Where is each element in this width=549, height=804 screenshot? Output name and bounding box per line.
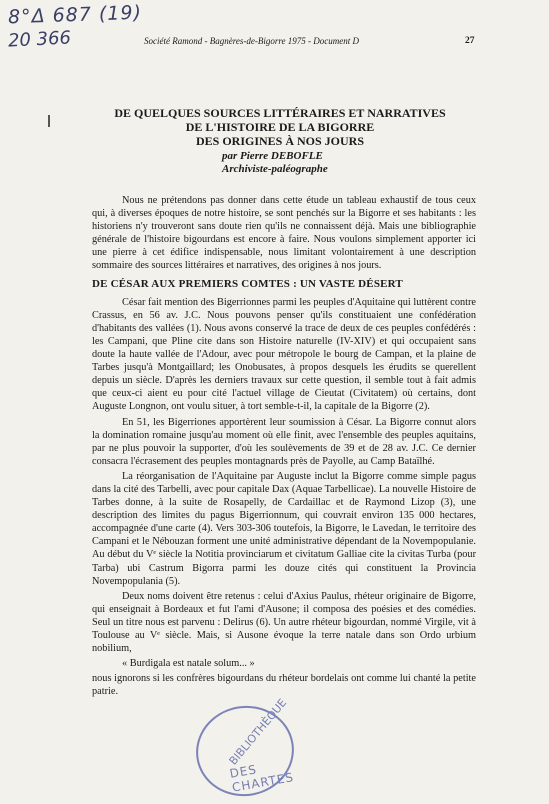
author-name: par Pierre DEBOFLE xyxy=(222,150,323,162)
handwritten-number: 20 366 xyxy=(7,27,72,52)
handwritten-shelfmark: 8°Δ 687 (19) xyxy=(7,1,143,29)
body-paragraph: Deux noms doivent être retenus : celui d'Axius Paulus, rhéteur originaire de Bigorre, qui enseignait à Bordeaux et fut l'ami d'Ausone; il composa des poésies et des comédies. Seul un titre nous est parvenu : Delirus (6). Un autre rhéteur bigourdan, nommé Virgile, vit à Toulouse au Vᵉ siècle. Mais, si Ausone évoque la terre natale dans son Ordo urbium nobilium, xyxy=(92,590,476,655)
stamp-text-top: BIBLIOTHÈQUE xyxy=(226,696,290,768)
article-title xyxy=(60,106,500,148)
quote-line: « Burdigala est natale solum... » xyxy=(122,658,255,670)
title-line-2: DE L'HISTOIRE DE LA BIGORRE xyxy=(185,120,375,134)
body-paragraph: En 51, les Bigerriones apportèrent leur soumission à César. La Bigorre connut alors la domination romaine jusqu'au moment où elle finit, avec l'ensemble des peuples aquitains, par ne plus pouvoir la supporter, d'où les soulèvements de 39 et de 28 av. J.C. Ce dernier consacra l'écrasement des peuples montagnards près de Payolle, au Camp Bataïlhé. xyxy=(92,416,476,467)
closing-line: nous ignorons si les confrères bigourdans du rhéteur bordelais ont comme lui chanté la petite patrie. xyxy=(92,673,476,698)
body-paragraph: César fait mention des Bigerrionnes parmi les peuples d'Aquitaine qui luttèrent contre Crassus, en 56 av. J.C. Nous pouvons penser qu'ils constituaient une confédération d'habitants des vallées (1). Nous avons conservé la trace de deux de ces peuples confédérés : les Campani, que Pline cite dans son Histoire naturelle (IV-XIV) et qui occupaient sans doute la haute vallée de l'Adour, avec pour métropole le bourg de Campan, et la plaine de Tarbes jusqu'à Montgaillard; les Onobusates, à propos desquels les érudits se querellent depuis un siècle. D'après les derniers travaux sur cette question, il semble tout à fait admis que ceux-ci aient eu pour cité l'actuel village de Cieutat (Civitatem) où certains, dont Auguste Longnon, ont voulu situer, à tort semble-t-il, la capitale de la Bigorre (2). xyxy=(92,296,476,413)
library-stamp xyxy=(189,698,301,804)
margin-mark xyxy=(48,115,50,127)
section-heading: DE CÉSAR AUX PREMIERS COMTES : UN VASTE DÉSERT xyxy=(92,277,403,290)
body-paragraph: La réorganisation de l'Aquitaine par Auguste inclut la Bigorre comme simple pagus dans la cité des Tarbelli, avec pour capitale Dax (Aquae Tarbellicae). La nouvelle Histoire de Tarbes donne, à la suite de Rosapelly, de Cardaillac et de Raymond Lizop (3), une description des limites du pagus Bigerrionnum, qui couvrait environ 135 000 hectares, accompagnée d'une carte (4). Vers 303-306 toutefois, la Bigorre, le Lavedan, le territoire des Campani et le Nébouzan forment une unité administrative dépendant de la Novempopulanie. Au début du Vᵉ siècle la Notitia provinciarum et civitatum Galliae cite la civitas Turba (pour Tarba) ubi Castrum Bigorra parmi les douze cités qui constituent la Provincia Novempopulania (5). xyxy=(92,470,476,587)
page-number: 27 xyxy=(465,36,475,46)
stamp-text-bottom: DES CHARTES xyxy=(228,762,296,795)
author-role: Archiviste-paléographe xyxy=(222,163,328,175)
author-block xyxy=(222,150,422,176)
title-line-3: DES ORIGINES À NOS JOURS xyxy=(195,134,365,148)
article-body xyxy=(92,194,476,698)
running-head: Société Ramond - Bagnères-de-Bigorre 1975 - Document D xyxy=(144,36,360,46)
title-line-1: DE QUELQUES SOURCES LITTÉRAIRES ET NARRATIVES xyxy=(114,106,446,120)
intro-paragraph: Nous ne prétendons pas donner dans cette étude un tableau exhaustif de tous ceux qui, à diverses époques de notre histoire, se sont penchés sur la Bigorre et ses habitants : les historiens n'y trouveront sans doute rien qu'ils ne connaissent déjà. Mais une bibliographie générale de l'histoire bigourdans est encore à faire. Nous voulons simplement apporter ici une pierre à cet édifice indispensable, nous limitant volontairement à une description sommaire des sources littéraires et narratives, des origines à nos jours. xyxy=(92,195,476,272)
